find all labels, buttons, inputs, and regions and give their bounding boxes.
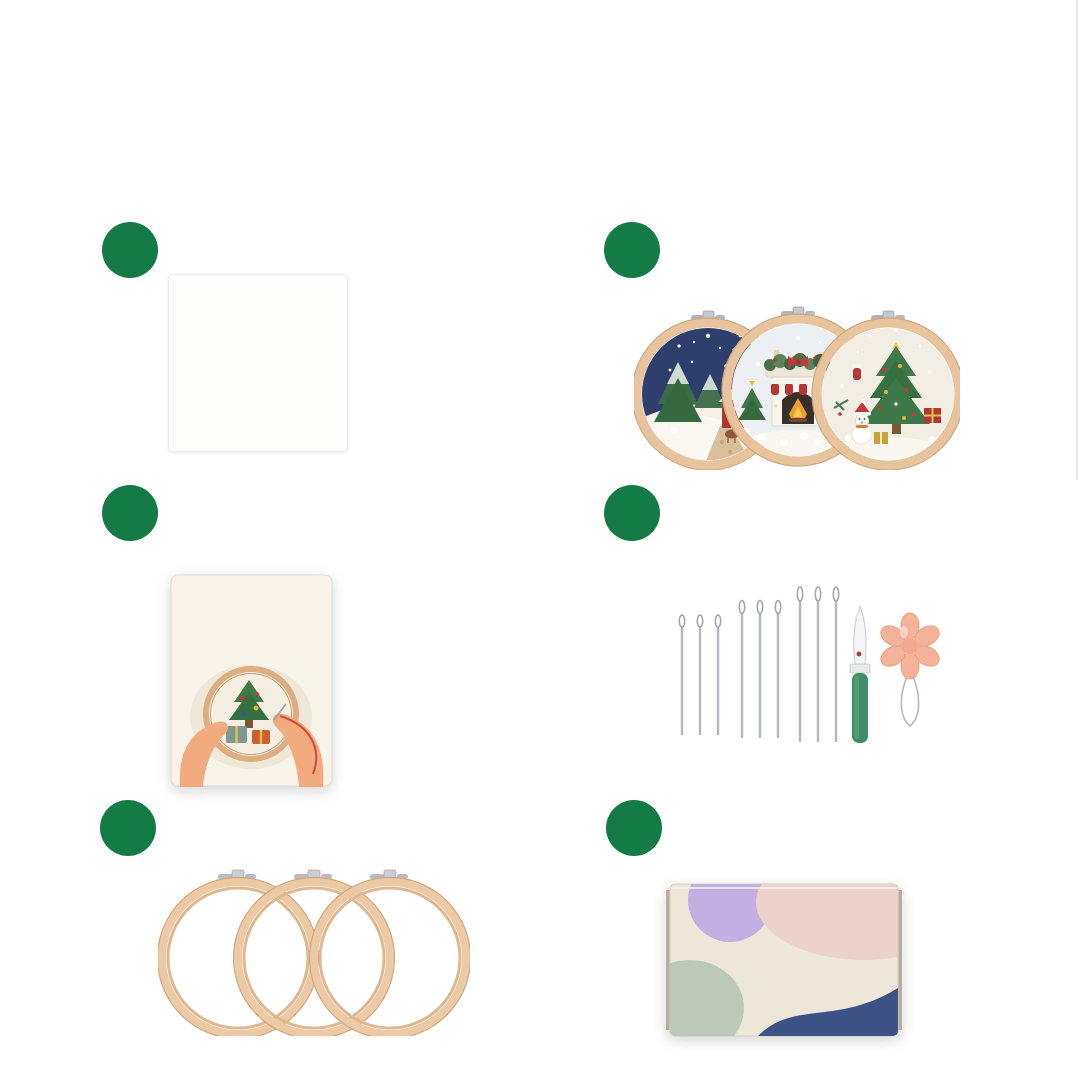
needles-tools-photo: [648, 584, 948, 752]
item-number-badge-6: [606, 800, 662, 856]
thread-palette-middle-row: [169, 278, 347, 296]
thread-swatch-16: [325, 280, 341, 295]
needles: [679, 587, 838, 741]
item-number-badge-3: [102, 485, 158, 541]
item-number-badge-5: [100, 800, 156, 856]
crafsly-box-photo: [664, 876, 904, 1044]
booklet-photo: [170, 574, 333, 787]
seam-ripper: [850, 606, 870, 743]
bamboo-hoops-photo: [158, 864, 470, 1036]
thread-swatch-15: [175, 280, 191, 295]
needle-threader: [877, 613, 943, 726]
thread-palette-photo: [168, 274, 348, 452]
item-number-badge-4: [604, 485, 660, 541]
item-number-badge-1: [102, 222, 158, 278]
right-edge-artifact: [1076, 0, 1078, 480]
preprinted-canvas-hoops-photo: [634, 306, 960, 470]
thread-palette-skeins: [169, 296, 347, 402]
item-number-badge-2: [604, 222, 660, 278]
